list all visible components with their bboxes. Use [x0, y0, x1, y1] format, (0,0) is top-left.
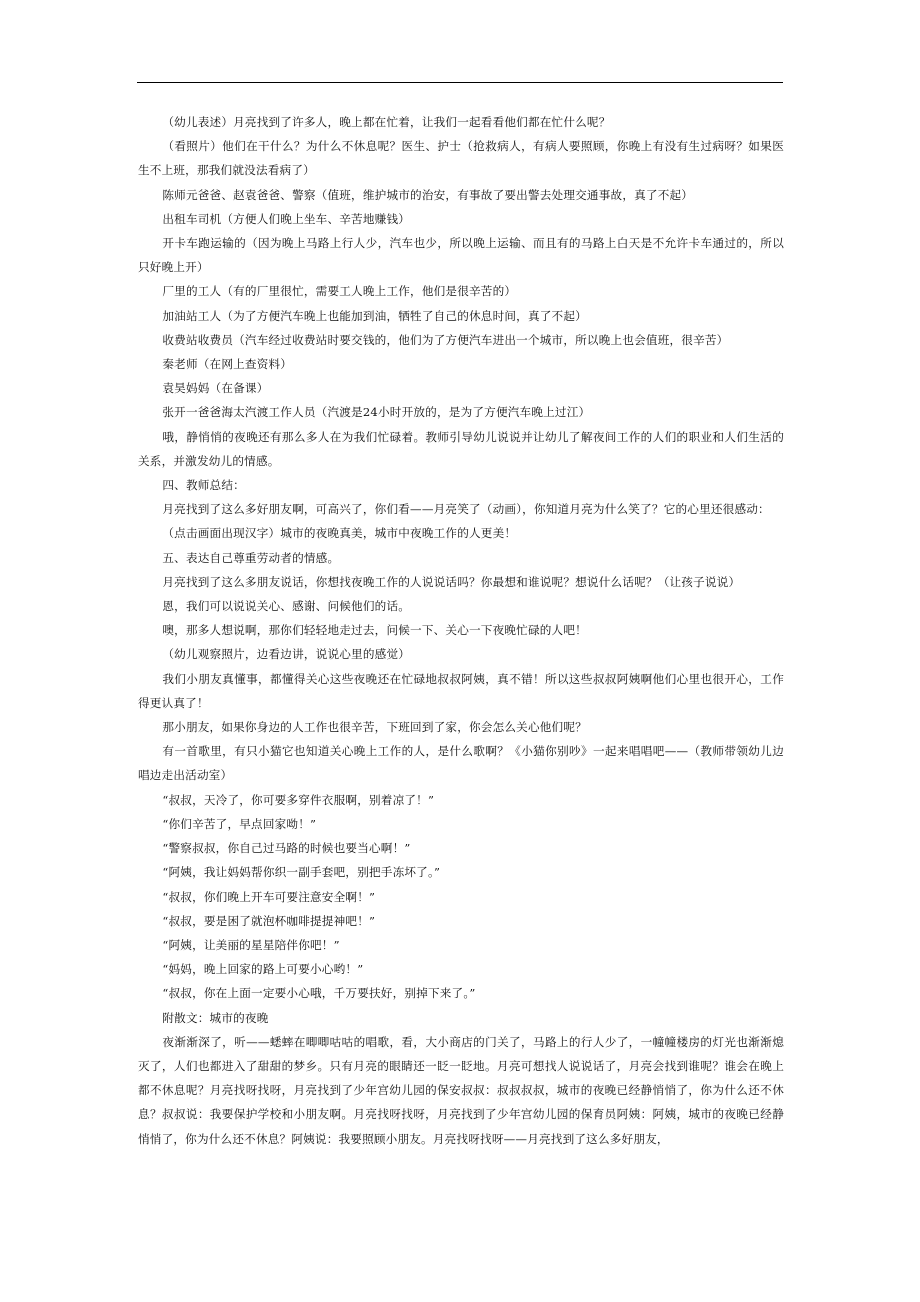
paragraph: 恩，我们可以说说关心、感谢、问候他们的话。 — [162, 599, 411, 614]
paragraph: 陈师元爸爸、赵袁爸爸、警察（值班，维护城市的治安，有事故了要出警去处理交通事故，真了不起） — [162, 187, 694, 202]
quote-line: “妈妈，晚上回家的路上可要小心哟！” — [162, 962, 364, 977]
quote-line: “叔叔，天冷了，你可要多穿件衣服啊，别着凉了！” — [162, 792, 435, 807]
quote-line: “你们辛苦了，早点回家呦！” — [162, 816, 317, 831]
section-heading: 五、表达自己尊重劳动者的情感。 — [162, 550, 340, 565]
paragraph: 夜渐渐深了，听——蟋蟀在唧唧咕咕的唱歌，看，大小商店的门关了，马路上的行人少了，一幢幢楼房的灯光也渐渐熄灭了，人们也都进入了甜甜的梦乡。只有月亮的眼睛还一眨一眨地。月亮可想找人说说话了，月亮会找到谁呢？谁会在晚上都不休息呢？月亮找呀找呀，月亮找到了少年宫幼儿园的保安叔叔：叔叔叔叔，城市的夜晚已经静悄悄了，你为什么还不休息？叔叔说：我要保护学校和小朋友啊。月亮找呀找呀，月亮找到了少年宫幼儿园的保育员阿姨：阿姨，城市的夜晚已经静悄悄了，你为什么还不休息？阿姨说：我要照顾小朋友。月亮找呀找呀——月亮找到了这么多好朋友， — [138, 1034, 784, 1146]
paragraph: 出租车司机（方便人们晚上坐车、辛苦地赚钱） — [162, 211, 411, 226]
appendix-title: 附散文：城市的夜晚 — [162, 1010, 269, 1025]
quote-line: “叔叔，你在上面一定要小心哦，千万要扶好，别掉下来了。” — [162, 986, 476, 1001]
paragraph: 袁昊妈妈（在备课） — [162, 381, 269, 396]
paragraph: 那小朋友，如果你身边的人工作也很辛苦，下班回到了家，你会怎么关心他们呢？ — [162, 720, 587, 735]
quote-line: “阿姨，让美丽的星星陪伴你吧！” — [162, 937, 340, 952]
paragraph: 秦老师（在网上查资料） — [162, 357, 293, 372]
paragraph: 开卡车跑运输的（因为晚上马路上行人少，汽车也少，所以晚上运输、而且有的马路上白天是不允许卡车通过的，所以只好晚上开） — [138, 236, 784, 275]
quote-line: “叔叔，你们晚上开车可要注意安全啊！” — [162, 889, 376, 904]
paragraph: 厂里的工人（有的厂里很忙，需要工人晚上工作，他们是很辛苦的） — [162, 284, 517, 299]
section-heading: 四、教师总结： — [162, 478, 245, 493]
paragraph: 我们小朋友真懂事，都懂得关心这些夜晚还在忙碌地叔叔阿姨，真不错！所以这些叔叔阿姨啊他们心里也很开心，工作得更认真了！ — [138, 671, 784, 710]
document-body — [138, 110, 784, 1151]
paragraph: 月亮找到了这么多好朋友啊，可高兴了，你们看——月亮笑了（动画），你知道月亮为什么笑了？它的心里还很感动： — [162, 502, 770, 517]
paragraph: 月亮找到了这么多朋友说话，你想找夜晚工作的人说说话吗？你最想和谁说呢？想说什么话呢？（让孩子说说） — [162, 574, 741, 589]
paragraph: 收费站收费员（汽车经过收费站时要交钱的，他们为了方便汽车进出一个城市，所以晚上也会值班，很辛苦） — [162, 332, 729, 347]
paragraph: 噢，那多人想说啊，那你们轻轻地走过去，问候一下、关心一下夜晚忙碌的人吧！ — [162, 623, 587, 638]
header-rule — [137, 82, 783, 83]
paragraph: 有一首歌里，有只小猫它也知道关心晚上工作的人，是什么歌啊？《小猫你别吵》一起来唱唱吧——（教师带领幼儿边唱边走出活动室） — [138, 744, 784, 783]
paragraph: 加油站工人（为了方便汽车晚上也能加到油，牺牲了自己的休息时间，真了不起） — [162, 308, 587, 323]
paragraph: （看照片）他们在干什么？为什么不休息呢？医生、护士（抢救病人，有病人要照顾，你晚上有没有生过病呀？如果医生不上班，那我们就没法看病了） — [138, 139, 784, 178]
paragraph: （幼儿观察照片，边看边讲，说说心里的感觉） — [162, 647, 411, 662]
quote-line: “阿姨，我让妈妈帮你织一副手套吧，别把手冻坏了。” — [162, 865, 441, 880]
paragraph: 张开一爸爸海太汽渡工作人员（汽渡是24小时开放的，是为了方便汽车晚上过江） — [162, 405, 591, 420]
quote-line: “警察叔叔，你自己过马路的时候也要当心啊！” — [162, 841, 411, 856]
paragraph: （幼儿表述）月亮找到了许多人，晚上都在忙着，让我们一起看看他们都在忙什么呢？ — [162, 115, 611, 129]
quote-line: “叔叔，要是困了就泡杯咖啡提提神吧！” — [162, 913, 376, 928]
paragraph: （点击画面出现汉字）城市的夜晚真美，城市中夜晚工作的人更美！ — [162, 526, 517, 541]
paragraph: 哦，静悄悄的夜晚还有那么多人在为我们忙碌着。教师引导幼儿说说并让幼儿了解夜间工作的人们的职业和人们生活的关系，并激发幼儿的情感。 — [138, 429, 784, 468]
